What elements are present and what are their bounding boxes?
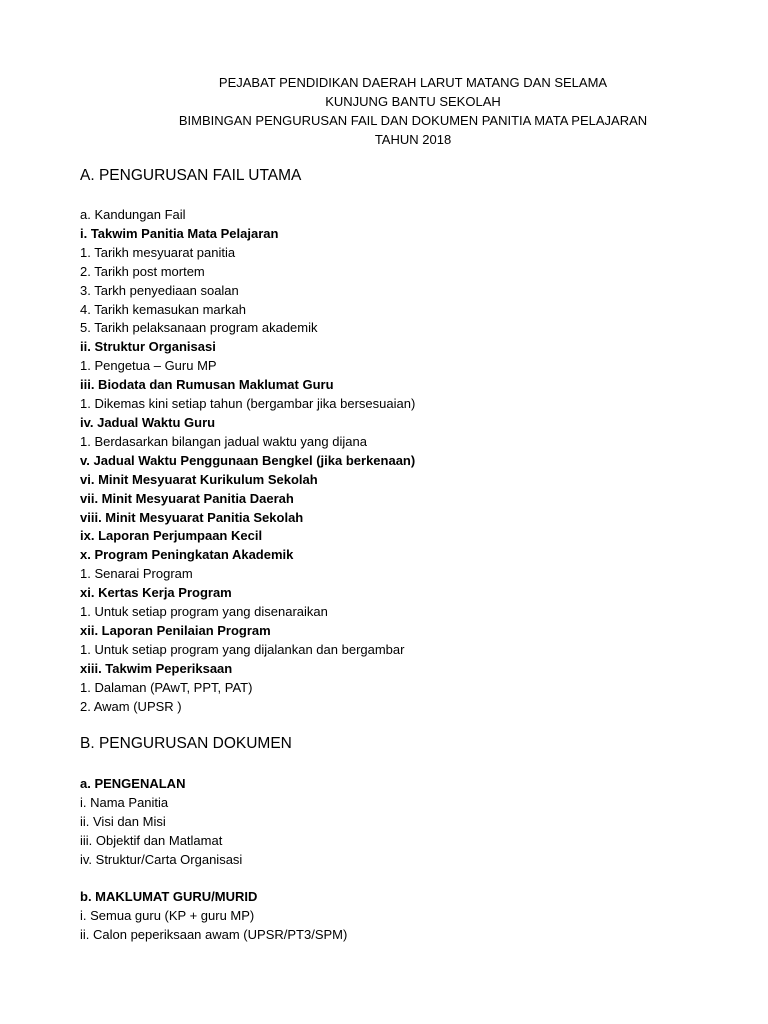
list-item: 1. Tarikh mesyuarat panitia: [80, 244, 236, 260]
header-line-guidance: BIMBINGAN PENGURUSAN FAIL DAN DOKUMEN PANITIA MATA PELAJARAN: [178, 113, 648, 128]
list-heading: vii. Minit Mesyuarat Panitia Daerah: [80, 490, 294, 506]
list-heading: ii. Struktur Organisasi: [80, 339, 216, 355]
header-line-year: TAHUN 2018: [374, 132, 452, 147]
list-heading: ix. Laporan Perjumpaan Kecil: [80, 528, 263, 544]
list-heading: iii. Biodata dan Rumusan Maklumat Guru: [80, 377, 334, 393]
list-item: ii. Calon peperiksaan awam (UPSR/PT3/SPM): [80, 927, 348, 943]
list-item: 1. Untuk setiap program yang disenaraikan: [80, 604, 328, 620]
list-item: iv. Struktur/Carta Organisasi: [80, 851, 243, 867]
header-line-visit: KUNJUNG BANTU SEKOLAH: [325, 94, 501, 109]
list-item: i. Semua guru (KP + guru MP): [80, 908, 255, 924]
list-heading: i. Takwim Panitia Mata Pelajaran: [80, 225, 279, 241]
list-item: 2. Awam (UPSR ): [80, 698, 182, 714]
list-heading: v. Jadual Waktu Penggunaan Bengkel (jika berkenaan): [80, 452, 416, 468]
document-header: [0, 73, 768, 149]
list-item: 1. Dalaman (PAwT, PPT, PAT): [80, 679, 253, 695]
list-heading: x. Program Peningkatan Akademik: [80, 547, 294, 563]
list-heading: b. MAKLUMAT GURU/MURID: [80, 889, 258, 905]
list-item: 1. Pengetua – Guru MP: [80, 358, 217, 374]
list-item: a. Kandungan Fail: [80, 207, 186, 222]
list-item: iii. Objektif dan Matlamat: [80, 832, 223, 848]
list-item: 2. Tarikh post mortem: [80, 263, 205, 279]
header-line-office: PEJABAT PENDIDIKAN DAERAH LARUT MATANG DAN SELAMA: [218, 75, 608, 90]
section-b-title: B. PENGURUSAN DOKUMEN: [80, 735, 292, 752]
list-item: 4. Tarikh kemasukan markah: [80, 301, 246, 317]
section-a-list: [80, 206, 415, 716]
list-heading: a. PENGENALAN: [80, 776, 186, 791]
list-item: 1. Dikemas kini setiap tahun (bergambar jika bersesuaian): [80, 396, 416, 412]
list-item: i. Nama Panitia: [80, 794, 169, 810]
list-heading: xii. Laporan Penilaian Program: [80, 622, 271, 638]
list-item: 1. Untuk setiap program yang dijalankan dan bergambar: [80, 641, 405, 657]
list-heading: viii. Minit Mesyuarat Panitia Sekolah: [80, 509, 304, 525]
list-item: 5. Tarikh pelaksanaan program akademik: [80, 320, 318, 336]
section-a-title: A. PENGURUSAN FAIL UTAMA: [80, 167, 302, 184]
list-heading: xi. Kertas Kerja Program: [80, 585, 232, 601]
list-item: 3. Tarkh penyediaan soalan: [80, 282, 239, 298]
list-heading: xiii. Takwim Peperiksaan: [80, 660, 233, 676]
list-heading: vi. Minit Mesyuarat Kurikulum Sekolah: [80, 471, 318, 487]
list-item: ii. Visi dan Misi: [80, 813, 166, 829]
list-item: 1. Senarai Program: [80, 566, 193, 582]
section-b-list: [80, 775, 347, 945]
list-spacer: [80, 870, 347, 889]
list-heading: iv. Jadual Waktu Guru: [80, 414, 216, 430]
list-item: 1. Berdasarkan bilangan jadual waktu yang dijana: [80, 433, 367, 449]
